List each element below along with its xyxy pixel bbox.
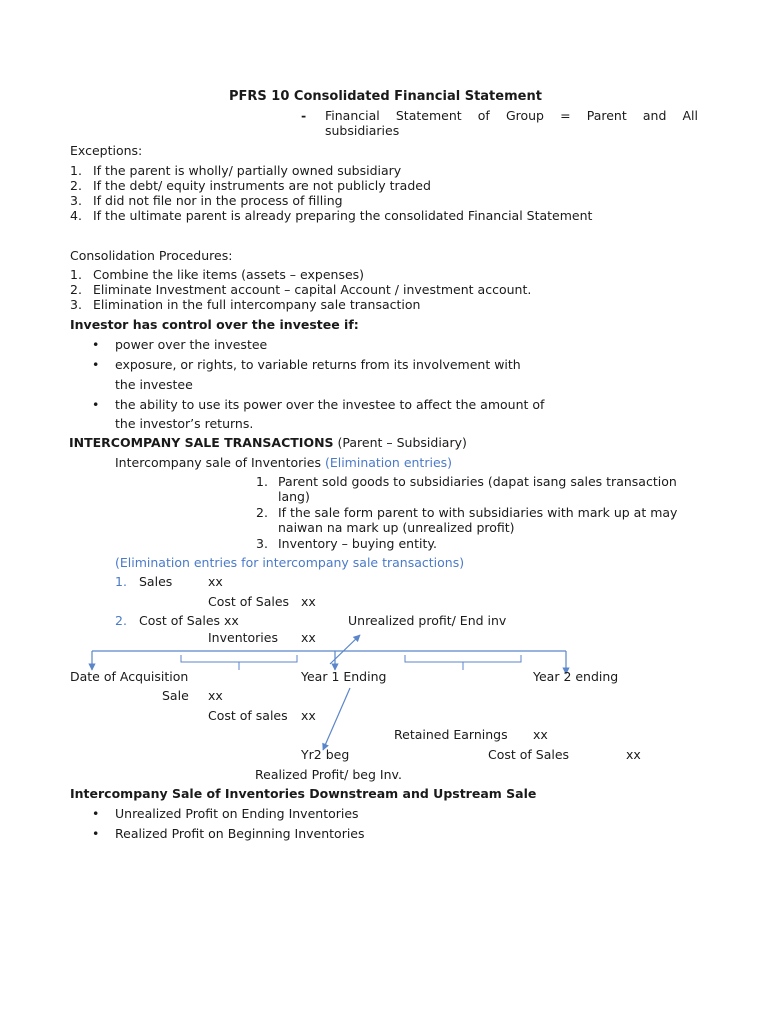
list-number: 2. (256, 505, 268, 520)
bullet: • (92, 826, 100, 841)
arrow-to-unrealized (330, 635, 360, 664)
entry-amount: xx (301, 594, 316, 609)
control-bullet-3-cont: the investor’s returns. (115, 416, 254, 431)
entry-amount: xx (301, 708, 316, 723)
list-item: Combine the like items (assets – expenses) (93, 267, 365, 282)
intercompany-sub-label: Intercompany sale of Inventories (115, 455, 321, 470)
list-number: 2. (70, 178, 82, 193)
list-item: Eliminate Investment account – capital Account / investment account. (93, 282, 532, 297)
list-item: If the parent is wholly/ partially owned subsidiary (93, 163, 402, 178)
bullet: • (92, 357, 100, 372)
downstream-heading: Intercompany Sale of Inventories Downstream and Upstream Sale (70, 786, 537, 801)
downstream-item-2: Realized Profit on Beginning Inventories (115, 826, 365, 841)
list-number: 3. (70, 193, 82, 208)
exceptions-heading: Exceptions: (70, 143, 143, 158)
definition-dash: - (301, 108, 307, 123)
list-item: Parent sold goods to subsidiaries (dapat isang sales transaction (278, 474, 677, 489)
page-title: PFRS 10 Consolidated Financial Statement (229, 89, 542, 104)
list-item: If did not file nor in the process of filling (93, 193, 343, 208)
bullet: • (92, 337, 100, 352)
downstream-item-1: Unrealized Profit on Ending Inventories (115, 806, 359, 821)
procedures-heading: Consolidation Procedures: (70, 248, 233, 263)
list-item: If the ultimate parent is already preparing the consolidated Financial Statement (93, 208, 593, 223)
bullet: • (92, 806, 100, 821)
entry-amount: xx (208, 574, 223, 589)
list-item-cont: naiwan na mark up (unrealized profit) (278, 520, 515, 535)
control-bullet-2: exposure, or rights, to variable returns from its involvement with (115, 357, 521, 372)
entry-amount: xx (533, 727, 548, 742)
entry-amount: xx (626, 747, 641, 762)
control-bullet-1: power over the investee (115, 337, 268, 352)
bullet: • (92, 397, 100, 412)
entries-heading: (Elimination entries for intercompany sale transactions) (115, 555, 465, 570)
list-number: 3. (256, 536, 268, 551)
brace-year1 (181, 655, 297, 670)
entry-cost-of-sales: Cost of Sales (208, 594, 290, 609)
entry-amount: xx (208, 688, 223, 703)
label-date-of-acquisition: Date of Acquisition (70, 669, 189, 684)
entry-sale: Sale (162, 688, 189, 703)
label-year2-ending: Year 2 ending (533, 669, 619, 684)
intercompany-heading-rest: (Parent – Subsidiary) (337, 435, 467, 450)
entry-number-1: 1. (115, 574, 127, 589)
intercompany-sub-blue: (Elimination entries) (324, 455, 453, 470)
control-bullet-3: the ability to use its power over the investee to affect the amount of (115, 397, 545, 412)
list-number: 2. (70, 282, 82, 297)
entry-sales: Sales (139, 574, 173, 589)
entry-cost-of-sales-3: Cost of Sales (488, 747, 570, 762)
brace-year2 (405, 655, 521, 670)
control-heading: Investor has control over the investee if: (70, 317, 359, 332)
entry-inventories: Inventories (208, 630, 278, 645)
list-item: If the sale form parent to with subsidiaries with mark up at may (278, 505, 678, 520)
list-number: 4. (70, 208, 82, 223)
entry-retained-earnings: Retained Earnings (394, 727, 508, 742)
label-yr2-beg: Yr2 beg (301, 747, 350, 762)
label-realized-profit: Realized Profit/ beg Inv. (255, 767, 402, 782)
definition-line-1: Financial Statement of Group = Parent and All (325, 108, 698, 123)
definition-line-2: subsidiaries (325, 123, 400, 138)
entry-amount: xx (301, 630, 316, 645)
control-bullet-2-cont: the investee (115, 377, 193, 392)
unrealized-label: Unrealized profit/ End inv (348, 613, 507, 628)
entry-cos-line: Cost of Sales xx (139, 613, 239, 628)
arrow-to-yr2beg (323, 688, 350, 750)
list-item: If the debt/ equity instruments are not publicly traded (93, 178, 431, 193)
list-number: 3. (70, 297, 82, 312)
list-item: Elimination in the full intercompany sale transaction (93, 297, 421, 312)
list-number: 1. (70, 163, 82, 178)
list-number: 1. (256, 474, 268, 489)
list-item: Inventory – buying entity. (278, 536, 437, 551)
entry-cost-of-sales-2: Cost of sales (208, 708, 288, 723)
intercompany-heading-bold: INTERCOMPANY SALE TRANSACTIONS (69, 435, 334, 450)
list-number: 1. (70, 267, 82, 282)
label-year1-ending: Year 1 Ending (301, 669, 387, 684)
entry-number-2: 2. (115, 613, 127, 628)
list-item-cont: lang) (278, 489, 310, 504)
